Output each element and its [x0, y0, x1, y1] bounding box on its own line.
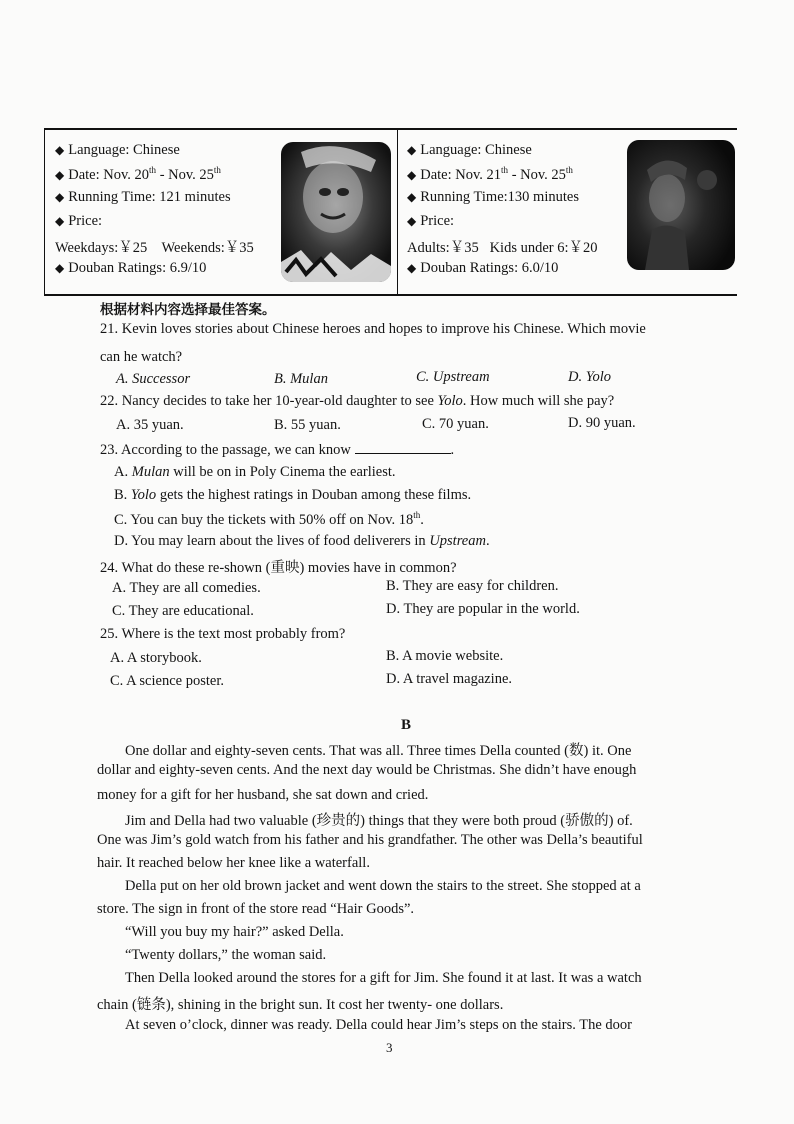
table-divider — [397, 130, 398, 294]
question-21-line-2: can he watch? — [100, 349, 183, 365]
right-price-values: Adults:￥35 Kids under 6:￥20 — [407, 240, 598, 256]
q21-option-b: B. Mulan — [274, 371, 328, 387]
passage-line: One dollar and eighty-seven cents. That was all. Three times Della counted (数) it. One — [125, 743, 632, 759]
q24-option-a: A. They are all comedies. — [112, 580, 261, 596]
answer-blank — [355, 441, 451, 454]
q22-option-b: B. 55 yuan. — [274, 417, 341, 433]
left-date: ◆ Date: Nov. 20th - Nov. 25th — [55, 165, 221, 183]
passage-line: Jim and Della had two valuable (珍贵的) things that they were both proud (骄傲的) of. — [125, 813, 633, 829]
q21-option-c: C. Upstream — [416, 369, 490, 385]
passage-line: Della put on her old brown jacket and went down the stairs to the street. She stopped at a — [125, 878, 641, 894]
diamond-bullet-icon: ◆ — [55, 167, 65, 182]
q25-option-d: D. A travel magazine. — [386, 671, 513, 687]
q21-option-a: A. Successor — [116, 371, 191, 387]
q24-option-c: C. They are educational. — [112, 603, 254, 619]
diamond-bullet-icon: ◆ — [55, 214, 65, 228]
right-ratings: ◆ Douban Ratings: 6.0/10 — [407, 260, 559, 276]
diamond-bullet-icon: ◆ — [407, 214, 417, 228]
passage-line: “Twenty dollars,” the woman said. — [125, 947, 327, 963]
diamond-bullet-icon: ◆ — [407, 143, 417, 157]
q22-option-c: C. 70 yuan. — [422, 416, 489, 432]
q23-option-b: B. Yolo gets the highest ratings in Douban among these films. — [114, 487, 472, 503]
diamond-bullet-icon: ◆ — [55, 143, 65, 157]
passage-line: At seven o’clock, dinner was ready. Della could hear Jim’s steps on the stairs. The door — [125, 1017, 632, 1033]
question-23-stem: 23. According to the passage, we can know . — [100, 442, 455, 458]
passage-line: chain (链条), shining in the bright sun. It cost her twenty- one dollars. — [97, 997, 504, 1013]
q24-option-b: B. They are easy for children. — [386, 578, 559, 594]
passage-line: hair. It reached below her knee like a waterfall. — [97, 855, 370, 871]
q25-option-b: B. A movie website. — [386, 648, 504, 664]
passage-line: dollar and eighty-seven cents. And the next day would be Christmas. She didn’t have enough — [97, 762, 637, 778]
passage-line: store. The sign in front of the store read “Hair Goods”. — [97, 901, 415, 917]
q23-option-c: C. You can buy the tickets with 50% off on Nov. 18th. — [114, 510, 424, 528]
section-b-title: B — [401, 717, 412, 733]
instruction-heading: 根据材料内容选择最佳答案。 — [100, 302, 276, 318]
diamond-bullet-icon: ◆ — [55, 190, 65, 204]
movie-poster-upstream — [627, 140, 735, 270]
diamond-bullet-icon: ◆ — [407, 261, 417, 275]
left-ratings: ◆ Douban Ratings: 6.9/10 — [55, 260, 207, 276]
passage-line: One was Jim’s gold watch from his father and his grandfather. The other was Della’s beautiful — [97, 832, 643, 848]
question-25-stem: 25. Where is the text most probably from? — [100, 626, 346, 642]
q24-option-d: D. They are popular in the world. — [386, 601, 580, 617]
left-price-values: Weekdays:￥25 Weekends:￥35 — [55, 240, 254, 256]
right-date: ◆ Date: Nov. 21th - Nov. 25th — [407, 165, 573, 183]
passage-line: “Will you buy my hair?” asked Della. — [125, 924, 344, 940]
q22-option-d: D. 90 yuan. — [568, 415, 636, 431]
left-running-time: ◆ Running Time: 121 minutes — [55, 189, 231, 205]
diamond-bullet-icon: ◆ — [407, 190, 417, 204]
left-price-label: ◆ Price: — [55, 213, 103, 229]
movie-info-table — [44, 128, 737, 296]
diamond-bullet-icon: ◆ — [407, 167, 417, 182]
q25-option-c: C. A science poster. — [110, 673, 224, 689]
q21-option-d: D. Yolo — [568, 369, 611, 385]
right-running-time: ◆ Running Time:130 minutes — [407, 189, 579, 205]
q22-option-a: A. 35 yuan. — [116, 417, 184, 433]
right-language: ◆ Language: Chinese — [407, 142, 532, 158]
page-number: 3 — [386, 1040, 393, 1055]
q25-option-a: A. A storybook. — [110, 650, 202, 666]
q23-option-a: A. Mulan will be on in Poly Cinema the earliest. — [114, 464, 396, 480]
passage-line: Then Della looked around the stores for a gift for Jim. She found it at last. It was a watch — [125, 970, 642, 986]
left-language: ◆ Language: Chinese — [55, 142, 180, 158]
movie-poster-successor — [281, 142, 391, 282]
question-22-stem: 22. Nancy decides to take her 10-year-old daughter to see Yolo. How much will she pay? — [100, 393, 615, 409]
q23-option-d: D. You may learn about the lives of food deliverers in Upstream. — [114, 533, 490, 549]
passage-line: money for a gift for her husband, she sat down and cried. — [97, 787, 429, 803]
question-24-stem: 24. What do these re-shown (重映) movies have in common? — [100, 560, 457, 576]
question-21-line-1: 21. Kevin loves stories about Chinese heroes and hopes to improve his Chinese. Which movie — [100, 321, 646, 337]
right-price-label: ◆ Price: — [407, 213, 455, 229]
diamond-bullet-icon: ◆ — [55, 261, 65, 275]
